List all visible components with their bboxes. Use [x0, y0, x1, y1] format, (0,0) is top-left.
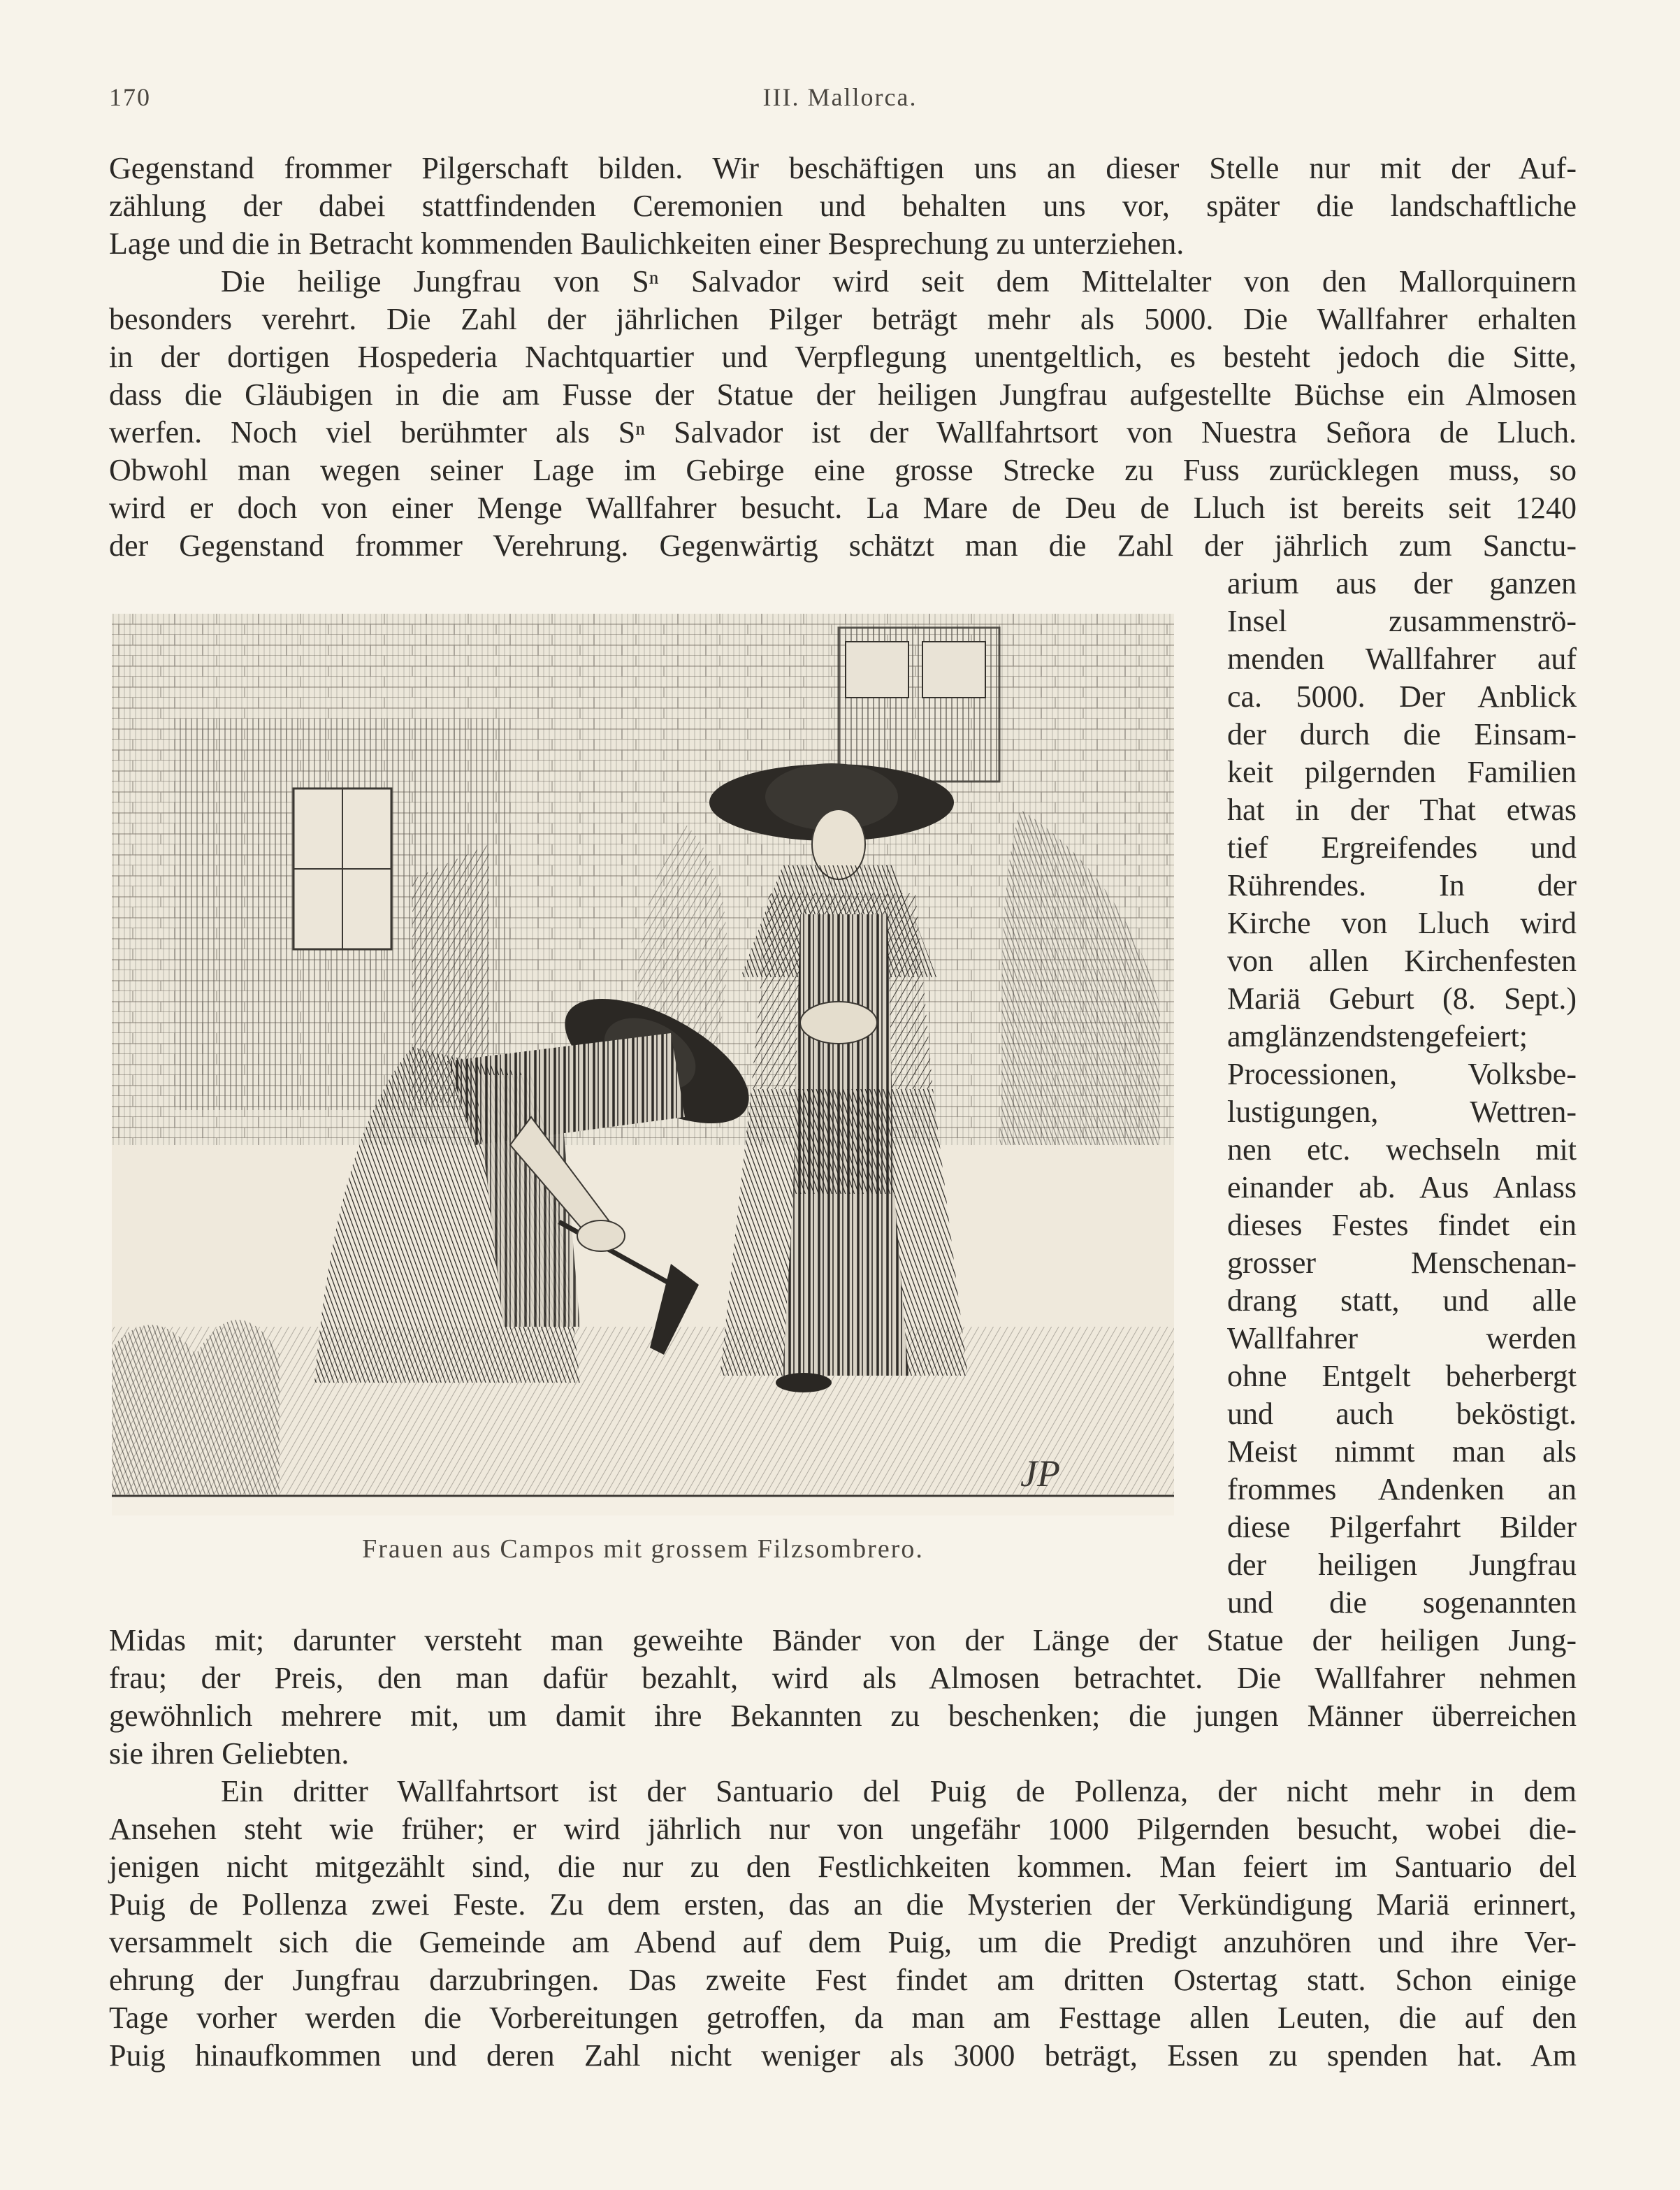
side-text-line: amglänzendstengefeiert;	[1227, 1019, 1528, 1053]
text-line: besonders verehrt. Die Zahl der jährlichen Pilger beträgt mehr als 5000. Die Wallfahrer erhalten	[109, 302, 1577, 336]
text-line: jenigen nicht mitgezählt sind, die nur zu den Festlichkeiten kommen. Man feiert im Santuario del	[109, 1850, 1577, 1884]
side-text-line: von allen Kirchenfesten	[1227, 944, 1577, 978]
text-line: ehrung der Jungfrau darzubringen. Das zweite Fest findet am dritten Ostertag statt. Schon einige	[109, 1963, 1577, 1997]
side-text-line: Kirche von Lluch wird	[1227, 906, 1577, 940]
side-text-line: einander ab. Aus Anlass	[1227, 1170, 1577, 1204]
text-line: Gegenstand frommer Pilgerschaft bilden. Wir beschäftigen uns an dieser Stelle nur mit der Auf-	[109, 151, 1577, 185]
text-line: Ansehen steht wie früher; er wird jährlich nur von ungefähr 1000 Pilgernden besucht, wobei die-	[109, 1812, 1577, 1846]
side-text-line: tief Ergreifendes und	[1227, 830, 1577, 865]
side-text-line: der durch die Einsam-	[1227, 717, 1577, 751]
side-text-line: diese Pilgerfahrt Bilder	[1227, 1510, 1577, 1544]
text-line: Tage vorher werden die Vorbereitungen getroffen, da man am Festtage allen Leuten, die auf den	[109, 2001, 1577, 2035]
side-text-line: keit pilgernden Familien	[1227, 755, 1577, 789]
text-line: werfen. Noch viel berühmter als Sⁿ Salvador ist der Wallfahrtsort von Nuestra Señora de Lluch.	[109, 415, 1577, 449]
text-line: Lage und die in Betracht kommenden Baulichkeiten einer Besprechung zu unterziehen.	[109, 226, 1185, 261]
text-line: Obwohl man wegen seiner Lage im Gebirge eine grosse Strecke zu Fuss zurücklegen muss, so	[109, 453, 1577, 487]
figure-caption: Frauen aus Campos mit grossem Filzsombrero.	[362, 1534, 924, 1564]
side-text-line: ca. 5000. Der Anblick	[1227, 679, 1577, 714]
side-text-line: lustigungen, Wettren-	[1227, 1095, 1577, 1129]
page-header	[109, 82, 1571, 117]
engraver-monogram: JP	[1020, 1453, 1060, 1494]
engraving-illustration	[112, 614, 1174, 1515]
side-text-line: drang statt, und alle	[1227, 1283, 1577, 1318]
text-line: in der dortigen Hospederia Nachtquartier und Verpflegung unentgeltlich, es besteht jedoch die Sitte,	[109, 340, 1577, 374]
engraving-drawing	[112, 614, 1174, 1515]
side-text-line: grosser Menschenan-	[1227, 1246, 1577, 1280]
text-line: der Gegenstand frommer Verehrung. Gegenwärtig schätzt man die Zahl der jährlich zum Sanctu-	[109, 528, 1577, 563]
side-text-line: nen etc. wechseln mit	[1227, 1132, 1577, 1167]
side-text-line: Wallfahrer werden	[1227, 1321, 1577, 1355]
side-text-line: arium aus der ganzen	[1227, 566, 1577, 600]
text-line: Puig hinaufkommen und deren Zahl nicht weniger als 3000 beträgt, Essen zu spenden hat. Am	[109, 2038, 1577, 2073]
side-text-line: frommes Andenken an	[1227, 1472, 1577, 1506]
side-text-line: dieses Festes findet ein	[1227, 1208, 1577, 1242]
side-text-line: der heiligen Jungfrau	[1227, 1548, 1577, 1582]
page-number: 170	[109, 83, 151, 111]
text-line: gewöhnlich mehrere mit, um damit ihre Bekannten zu beschenken; die jungen Männer überreichen	[109, 1699, 1577, 1733]
side-text-line: ohne Entgelt beherbergt	[1227, 1359, 1577, 1393]
side-text-line: Meist nimmt man als	[1227, 1434, 1577, 1469]
text-line: zählung der dabei stattfindenden Ceremonien und behalten uns vor, später die landschaftliche	[109, 189, 1577, 223]
side-text-line: Processionen, Volksbe-	[1227, 1057, 1577, 1091]
side-text-line: Insel zusammenströ-	[1227, 604, 1577, 638]
running-title: III. Mallorca.	[762, 83, 918, 111]
text-line: versammelt sich die Gemeinde am Abend auf dem Puig, um die Predigt anzuhören und ihre Ver-	[109, 1925, 1577, 1959]
text-line: Puig de Pollenza zwei Feste. Zu dem ersten, das an die Mysterien der Verkündigung Mariä erinnert,	[109, 1887, 1577, 1922]
side-text-line: hat in der That etwas	[1227, 793, 1577, 827]
side-text-line: Rührendes. In der	[1227, 868, 1577, 902]
side-text-line: menden Wallfahrer auf	[1227, 642, 1577, 676]
side-text-line: und die sogenannten	[1227, 1585, 1577, 1620]
text-line: frau; der Preis, den man dafür bezahlt, wird als Almosen betrachtet. Die Wallfahrer nehmen	[109, 1661, 1577, 1695]
text-line: Die heilige Jungfrau von Sⁿ Salvador wird seit dem Mittelalter von den Mallorquinern	[221, 264, 1577, 298]
text-line: sie ihren Geliebten.	[109, 1736, 349, 1771]
text-line: Midas mit; darunter versteht man geweihte Bänder von der Länge der Statue der heiligen Jung-	[109, 1623, 1577, 1657]
side-text-line: Mariä Geburt (8. Sept.)	[1227, 981, 1577, 1016]
text-line: Ein dritter Wallfahrtsort ist der Santuario del Puig de Pollenza, der nicht mehr in dem	[221, 1774, 1577, 1808]
text-line: dass die Gläubigen in die am Fusse der Statue der heiligen Jungfrau aufgestellte Büchse ein Almosen	[109, 377, 1577, 412]
text-line: wird er doch von einer Menge Wallfahrer besucht. La Mare de Deu de Lluch ist bereits seit 1240	[109, 491, 1577, 525]
side-text-line: und auch beköstigt.	[1227, 1397, 1577, 1431]
